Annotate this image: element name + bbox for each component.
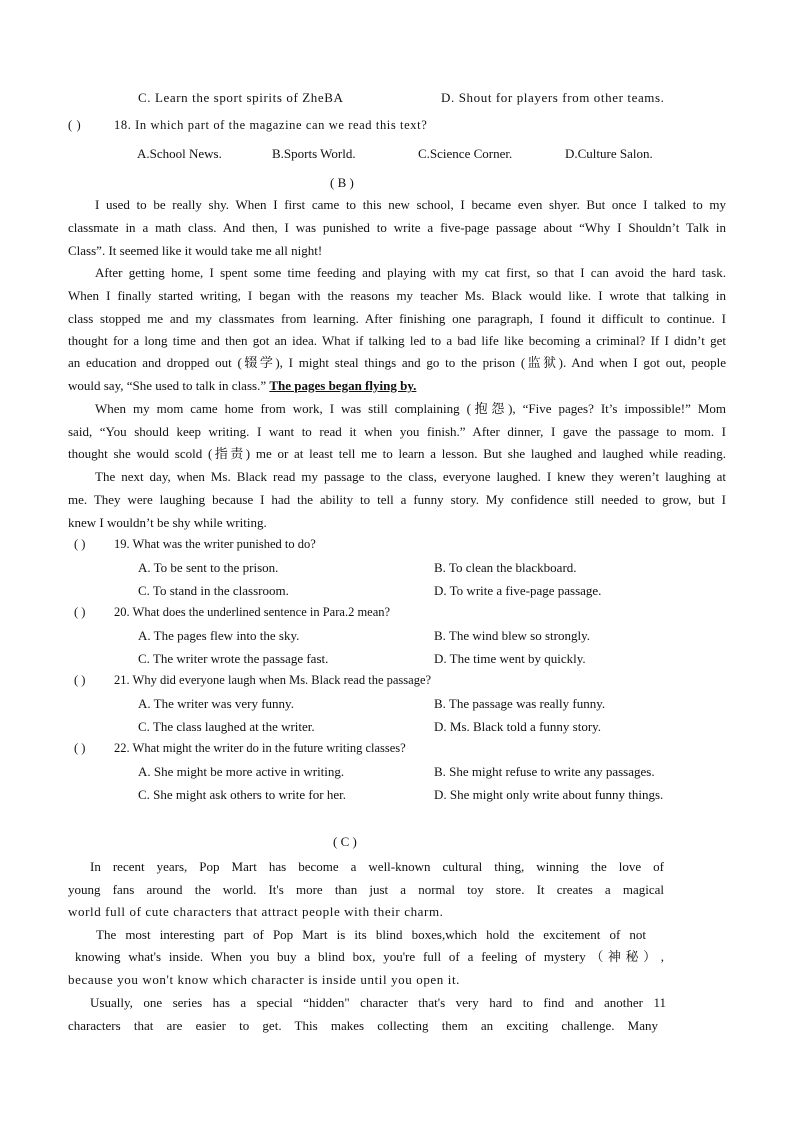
answer-bracket[interactable]: ( ) — [68, 118, 82, 132]
q20-option-b: B. The wind blew so strongly. — [434, 628, 590, 643]
q20-option-d: D. The time went by quickly. — [434, 651, 586, 666]
q18-row — [68, 117, 427, 133]
passage-b-p1-line3: Class”. It seemed like it would take me all night! — [68, 243, 323, 258]
passage-c-p1-line2: young fans around the world. It's more than just a normal toy store. It creates a magical — [68, 882, 664, 897]
passage-b-p2-line2: When I finally started writing, I began with the reasons my teacher Ms. Black would like. I wrote that talking in — [68, 288, 726, 303]
q20-option-a: A. The pages flew into the sky. — [138, 628, 300, 643]
passage-b-p4-line2: me. They were laughing because I had the ability to tell a funny story. My confidence still needed to grow, but I — [68, 492, 726, 507]
q22-option-b: B. She might refuse to write any passages. — [434, 764, 655, 779]
q18-option-d: D.Culture Salon. — [565, 146, 653, 161]
passage-b-p2-line6 — [68, 378, 726, 394]
section-heading-c: ( C ) — [333, 834, 357, 849]
q22-option-d: D. She might only write about funny things. — [434, 787, 664, 802]
answer-bracket[interactable]: ( ) — [74, 673, 86, 687]
question-stem: 18. In which part of the magazine can we read this text? — [114, 118, 428, 132]
q21-option-a: A. The writer was very funny. — [138, 696, 294, 711]
q21-option-c: C. The class laughed at the writer. — [138, 719, 315, 734]
passage-b-p4-line1: The next day, when Ms. Black read my passage to the class, everyone laughed. I knew they weren’t laughing at — [95, 469, 726, 484]
q19-option-c: C. To stand in the classroom. — [138, 583, 289, 598]
q18-option-a: A.School News. — [137, 146, 222, 161]
q22-row — [74, 740, 406, 756]
q21-option-b: B. The passage was really funny. — [434, 696, 606, 711]
q18-option-c: C.Science Corner. — [418, 146, 513, 161]
passage-b-p3-line2: said, “You should keep writing. I want to read it when you finish.” After dinner, I gave the passage to mom. I — [68, 424, 726, 439]
passage-c-p1-line1: In recent years, Pop Mart has become a well-known cultural thing, winning the love of — [90, 859, 664, 874]
question-stem: 22. What might the writer do in the future writing classes? — [114, 741, 406, 755]
q17-option-c: C. Learn the sport spirits of ZheBA — [138, 90, 344, 105]
q22-option-a: A. She might be more active in writing. — [138, 764, 345, 779]
passage-c-p2-line2: knowing what's inside. When you buy a blind box, you're full of a feeling of mystery（神秘）, — [75, 949, 664, 964]
q19-option-b: B. To clean the blackboard. — [434, 560, 577, 575]
passage-c-p3-line2: characters that are easier to get. This makes collecting them an exciting challenge. Many — [68, 1018, 658, 1033]
passage-c-p2-line1: The most interesting part of Pop Mart is its blind boxes,which hold the excitement of not — [96, 927, 646, 942]
q17-option-d: D. Shout for players from other teams. — [441, 90, 665, 105]
q18-option-b: B.Sports World. — [272, 146, 356, 161]
passage-b-p2-line1: After getting home, I spent some time feeding and playing with my cat first, so that I can avoid the hard task. — [95, 265, 726, 280]
passage-b-p3-line1: When my mom came home from work, I was still complaining (抱怨), “Five pages? It’s impossible!” Mom — [95, 401, 726, 416]
passage-c-p2-line3: because you won't know which character is inside until you open it. — [68, 972, 461, 987]
q22-option-c: C. She might ask others to write for her. — [138, 787, 346, 802]
q19-option-a: A. To be sent to the prison. — [138, 560, 279, 575]
q21-option-d: D. Ms. Black told a funny story. — [434, 719, 602, 734]
passage-b-p1-line2: classmate in a math class. And then, I was punished to write a five-page passage about “Why I Shouldn’t Talk in — [68, 220, 726, 235]
section-heading-b: ( B ) — [330, 175, 354, 190]
q20-option-c: C. The writer wrote the passage fast. — [138, 651, 329, 666]
passage-c-p3-line1: Usually, one series has a special “hidden" character that's very hard to find and another 11 — [90, 995, 666, 1010]
q20-row — [74, 604, 390, 620]
question-stem: 20. What does the underlined sentence in Para.2 mean? — [114, 605, 391, 619]
passage-b-p4-line3: knew I wouldn’t be shy while writing. — [68, 515, 267, 530]
passage-b-p2-line4: thought for a long time and then got an idea. What if talking led to a bad life like becoming a criminal? If I didn’t get — [68, 333, 726, 348]
q19-option-d: D. To write a five-page passage. — [434, 583, 602, 598]
passage-b-p1-line1: I used to be really shy. When I first came to this new school, I became even shyer. But once I talked to my — [95, 197, 726, 212]
passage-b-p2-line3: class stopped me and my classmates from learning. After finishing one paragraph, I found it difficult to continue. I — [68, 311, 726, 326]
q21-row — [74, 672, 431, 688]
underlined-sentence: The pages began flying by. — [269, 378, 417, 393]
q19-row — [74, 536, 316, 552]
answer-bracket[interactable]: ( ) — [74, 741, 86, 755]
passage-b-p2-line5: an education and dropped out (辍学), I might steal things and go to the prison (监狱). And when I got out, people — [68, 355, 726, 370]
passage-b-p3-line3: thought she would scold (指责) me or at least tell me to learn a lesson. But she laughed and laughed while reading. — [68, 446, 726, 461]
passage-c-p1-line3: world full of cute characters that attract people with their charm. — [68, 904, 444, 919]
passage-text: would say, “She used to talk in class.” — [68, 378, 270, 393]
answer-bracket[interactable]: ( ) — [74, 537, 86, 551]
question-stem: 19. What was the writer punished to do? — [114, 537, 316, 551]
answer-bracket[interactable]: ( ) — [74, 605, 86, 619]
question-stem: 21. Why did everyone laugh when Ms. Black read the passage? — [114, 673, 432, 687]
